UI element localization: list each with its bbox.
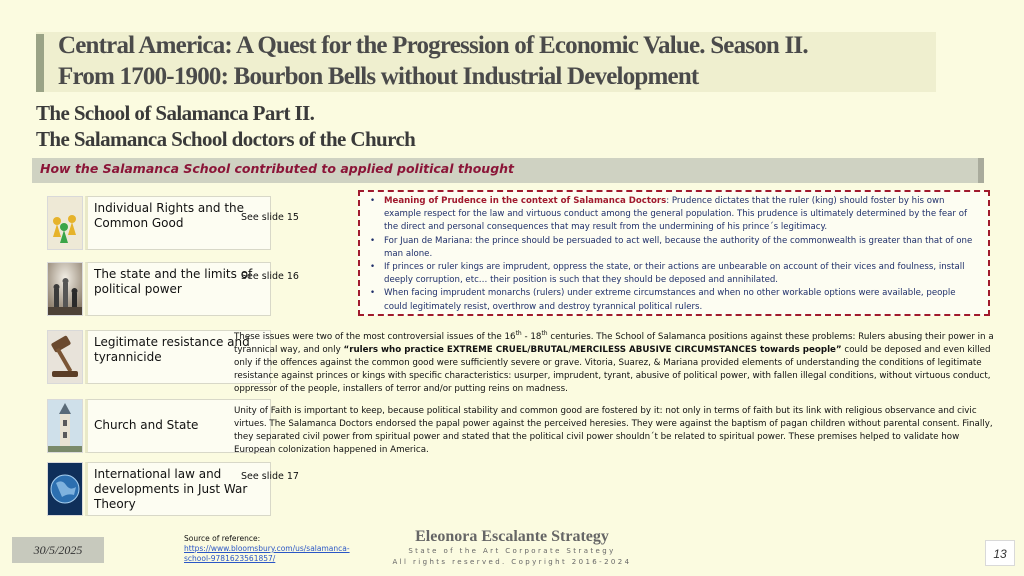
subtitle-line-2: The Salamanca School doctors of the Church [36,127,416,151]
topic-item-church-state [47,399,224,453]
globe-icon [47,462,83,516]
para1-text-d: could be deposed and even killed only if the offences against the common good were sufficiently severe or grave. Vitoria, Suarez, & Mariana provided elements of understanding the conditions of legitimate resistance against princes or kings with specific characteristics: usurper, imprudent, tyrant, abusive of political power, with fallen illegal conditions, without virtuous conduct, oppressor of the people, installers of terror and/or putting reins on madness. [234,344,991,394]
para1-sup-1: th [515,330,522,337]
title-line-1: Central America: A Quest for the Progression of Economic Value. Season II. [58,32,808,59]
para1-text-b: - 18 [521,331,542,342]
banner-text: How the Salamanca School contributed to applied political thought [40,161,515,176]
brand-name: Eleonora Escalante Strategy [415,528,609,545]
prudence-list [370,195,980,314]
subtitle-line-1: The School of Salamanca Part II. [36,101,315,125]
source-link[interactable]: https://www.bloomsbury.com/us/salamanca-school-9781623561857/ [184,544,350,563]
para1-sup-2: th [541,330,548,337]
para1-text-c: centuries. The School of Salamanca positions against these problems: Rulers abusing their power in a tyrannical way, and only [234,331,994,355]
topic-label: International law and developments in Just War Theory [85,462,271,516]
pawns-icon [47,196,83,250]
prudence-heading: Meaning of Prudence in the context of Salamanca Doctors [384,196,667,206]
see-slide-17: See slide 17 [241,471,299,482]
topic-label: Church and State [85,399,271,453]
section-banner [32,158,984,183]
title-line-2: From 1700-1900: Bourbon Bells without Industrial Development [58,63,699,90]
topic-item-individual-rights [47,196,245,250]
title-accent-bar [36,34,44,92]
prudence-box [358,190,990,316]
prudence-bullet-3: • If princes or ruler kings are imprudent, oppress the state, or their actions are unbearable on account of their vices and foulness, install deeply corruption, etc… their position is such that they should be deposed and annihilated. [370,261,980,287]
topic-item-state-limits [47,262,253,316]
gavel-icon [47,330,83,384]
church-state-paragraph: Unity of Faith is important to keep, because political stability and common good are fostered by it: not only in terms of faith but its link with religious observance and civic virtues. The Salamanca Doctors endorsed the papal power against the perceived heresies. They were against the baptism of pagan children without parental consent. Finally, they separated civil power from spiritual power and stated that the political civil power shouldn´t be related to spiritual power. These premises helped to validate how European colonization happened in America. [234,406,993,455]
date-box: 30/5/2025 [12,537,104,563]
brand-copyright: All rights reserved. Copyright 2016-2024 [392,558,632,566]
prudence-bullet-1 [370,195,980,235]
brand-block [372,528,652,568]
topic-label: Legitimate resistance and tyrannicide [85,330,271,384]
chess-pieces-icon [47,262,83,316]
source-label: Source of reference: [184,534,261,543]
para1-emphasis: “rulers who practice EXTREME CRUEL/BRUTAL/MERCILESS ABUSIVE CIRCUMSTANCES towards people” [343,344,842,355]
prudence-bullet-2: • For Juan de Mariana: the prince should be persuaded to act well, because the authority of the commonwealth is greater than that of one man alone. [370,235,980,261]
page-number: 13 [985,540,1015,566]
slide-subtitle [36,100,736,152]
resistance-paragraph [234,327,994,396]
church-tower-icon [47,399,83,453]
brand-tagline: State of the Art Corporate Strategy [408,547,616,555]
slide-title [58,30,938,92]
see-slide-16: See slide 16 [241,271,299,282]
topic-label: The state and the limits of political power [85,262,271,316]
topic-item-resistance [47,330,250,384]
source-reference [184,534,374,564]
topic-label: Individual Rights and the Common Good [85,196,271,250]
prudence-bullet-4: • When facing imprudent monarchs (rulers) under extreme circumstances and when no other workable options were available, people could legitimately resist, overthrow and destroy tyrannical political rulers. [370,287,980,313]
prudence-definition: : Prudence dictates that the ruler (king) should foster by his own example respect for the law and virtuous conduct among the general population. This prudence is ultimately determined by the fear of the direct and personal consequences that may result from the undermining of his prince´s legitimacy. [384,196,967,233]
see-slide-15: See slide 15 [241,212,299,223]
para1-text-a: These issues were two of the most controversial issues of the 16 [234,331,516,342]
topic-item-international-law [47,462,248,516]
